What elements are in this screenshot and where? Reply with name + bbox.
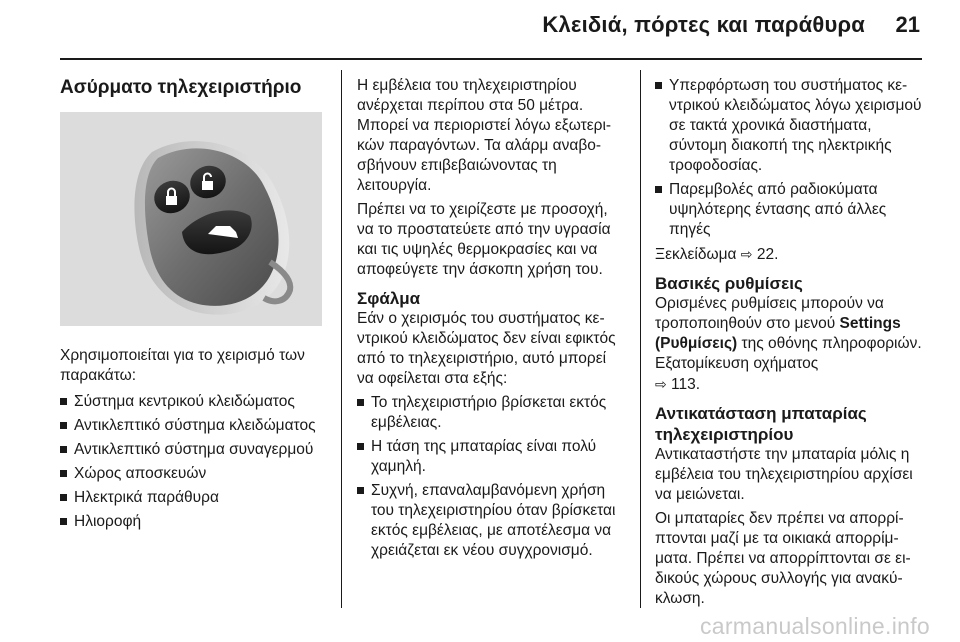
- battery-heading: Αντικατάσταση μπαταρίας τηλεχειριστηρίου: [655, 404, 867, 444]
- list-item: Η τάση της μπαταρίας είναι πολύ χαμηλή.: [357, 437, 627, 477]
- key-fob-photo: [60, 112, 322, 326]
- range-paragraph: Η εμβέλεια του τηλεχειριστηρίου ανέρχεται περίπου στα 50 μέτρα. Μπορεί να περιοριστεί λόγω εξωτερικών παραγόντων. Τα αλάρμ αναβοσβήνουν επιβεβαιώνοντας τη λειτουργία.: [357, 77, 612, 194]
- settings-text-start: Ορισμένες ρυθμίσεις μπορούν να τροποποιηθούν στο μενού: [655, 295, 884, 332]
- list-item: Παρεμβολές από ραδιοκύματα υψηλότερης έντασης από άλλες πηγές: [655, 180, 923, 240]
- settings-heading: Βασικές ρυθμίσεις: [655, 274, 803, 293]
- list-item: Ηλεκτρικά παράθυρα: [60, 488, 330, 508]
- column-1: [60, 76, 330, 536]
- section-title: Κλειδιά, πόρτες και παράθυρα: [542, 12, 865, 37]
- watermark: carmanualsonline.info: [699, 613, 930, 639]
- settings-paragraph: [655, 294, 923, 395]
- cross-reference-arrow-icon: ⇨: [655, 376, 667, 392]
- page-number: 21: [895, 12, 920, 37]
- settings-page-ref[interactable]: 113.: [671, 376, 701, 393]
- cross-reference-arrow-icon: ⇨: [740, 246, 753, 262]
- fault-paragraph: Εάν ο χειρισμός του συστήματος κεντρικού κλειδώματος δεν είναι εφικτός από το τηλεχειριστήριο, αυτό μπορεί να οφείλεται στα εξής:: [357, 310, 616, 387]
- key-fob-illustration: [60, 112, 322, 326]
- battery-paragraph-2: Οι μπαταρίες δεν πρέπει να απορρίπτονται μαζί με τα οικιακά απορρίμματα. Πρέπει να απορρίπτονται σε ειδικούς χώρους συλλογής για ανακύκλωση.: [655, 510, 911, 607]
- unlock-label: Ξεκλείδωμα: [655, 246, 737, 263]
- list-item: Αντικλεπτικό σύστημα κλειδώματος: [60, 416, 330, 436]
- list-item: Συχνή, επαναλαμβανόμενη χρήση του τηλεχειριστηρίου όταν βρίσκεται εκτός εμβέλειας, με αποτέλεσμα να χρειάζεται εκ νέου συγχρονισμό.: [357, 481, 627, 561]
- column-divider: [640, 70, 641, 608]
- section-heading: Ασύρματο τηλεχειριστήριο: [60, 77, 302, 98]
- header-rule: [60, 58, 922, 60]
- unlock-reference[interactable]: [655, 244, 923, 265]
- battery-paragraph-1: Αντικαταστήστε την μπαταρία μόλις η εμβέλεια του τηλεχειριστηρίου αρχίσει να μειώνεται.: [655, 446, 913, 503]
- settings-menu-name: Settings (Ρυθμίσεις): [655, 315, 901, 352]
- column-2: [357, 76, 627, 565]
- list-item: Ηλιοροφή: [60, 512, 330, 532]
- column-divider: [341, 70, 342, 608]
- settings-text-end: της οθόνης πληροφοριών. Εξατομίκευση οχήματος: [655, 335, 922, 372]
- column-3: [655, 76, 923, 613]
- list-item: Αντικλεπτικό σύστημα συναγερμού: [60, 440, 330, 460]
- unlock-page-ref: 22.: [756, 246, 779, 263]
- intro-text: Χρησιμοποιείται για το χειρισμό των παρακάτω:: [60, 347, 305, 384]
- list-item: Χώρος αποσκευών: [60, 464, 330, 484]
- fault-heading: Σφάλμα: [357, 289, 421, 308]
- list-item: Σύστημα κεντρικού κλειδώματος: [60, 392, 330, 412]
- care-paragraph: Πρέπει να το χειρίζεστε με προσοχή, να το προστατεύετε από την υγρασία και τις υψηλές θερμοκρασίες και να αποφεύγετε την άσκοπη χρήση του.: [357, 201, 611, 278]
- list-item: Υπερφόρτωση του συστήματος κεντρικού κλειδώματος λόγω χειρισμού σε τακτά χρονικά διαστήματα, σύντομη διακοπή της ηλεκτρικής τροφοδοσίας.: [655, 76, 923, 176]
- list-item: Το τηλεχειριστήριο βρίσκεται εκτός εμβέλειας.: [357, 393, 627, 433]
